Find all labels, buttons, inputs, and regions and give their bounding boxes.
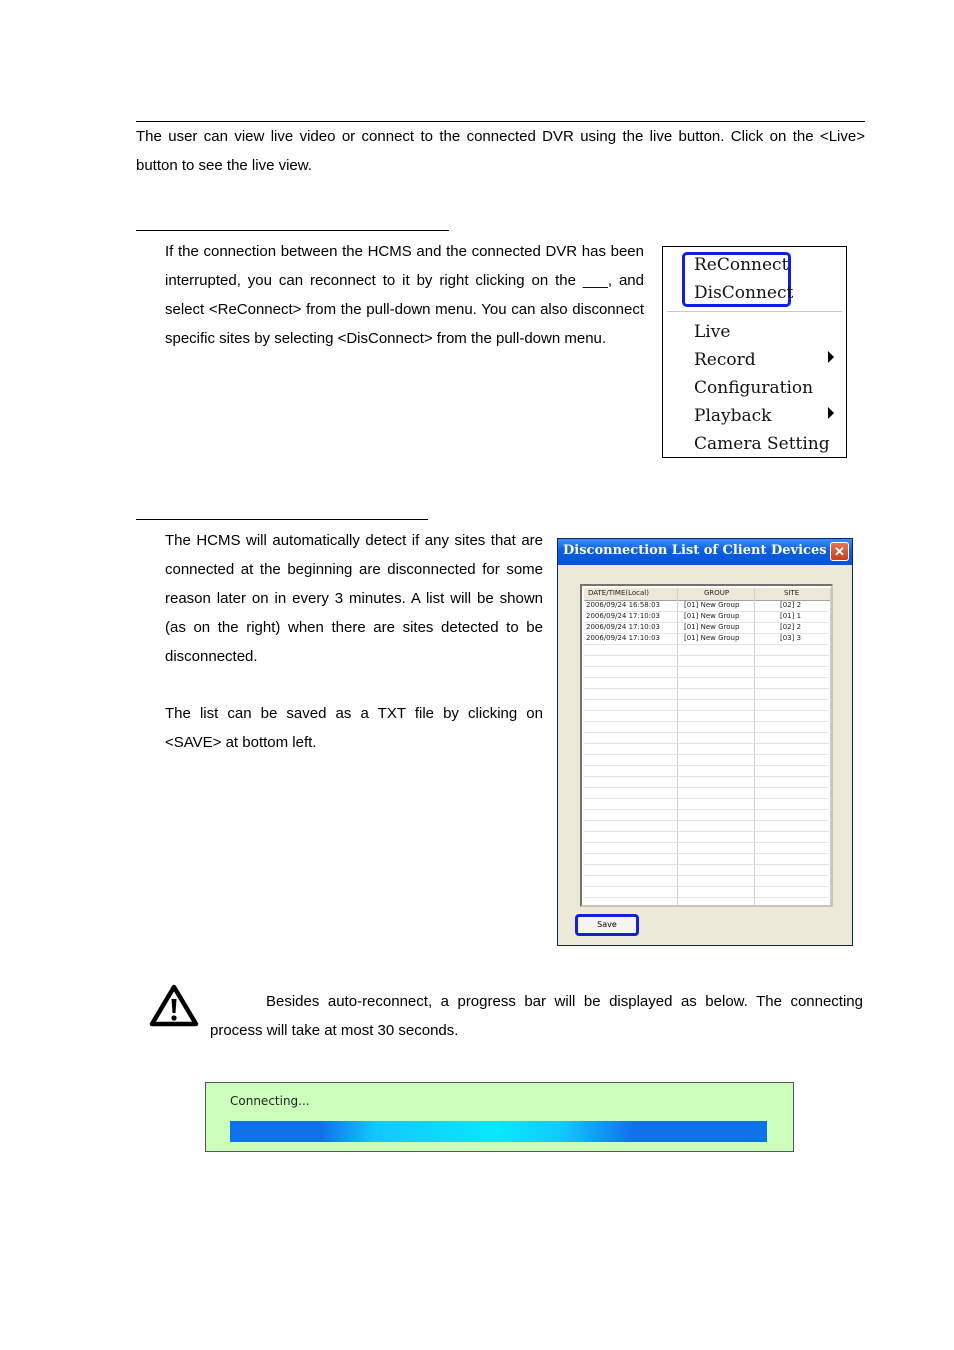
table-grid-line [584,842,829,843]
table-grid-line [584,831,829,832]
column-header-site[interactable]: SITE [784,589,800,597]
section-heading-rule-auto-detect [136,519,428,520]
progress-label: Connecting... [230,1094,310,1108]
table-grid-line [584,688,829,689]
table-cell-site: [02] 2 [780,623,802,631]
menu-item-disconnect[interactable]: DisConnect [694,283,794,303]
table-cell-datetime: 2006/09/24 17:10:03 [586,612,661,620]
dialog-title-bar [558,539,852,565]
table-grid-line [584,644,829,645]
caution-paragraph [210,987,863,1045]
table-cell-group: [01] New Group [684,601,740,609]
warning-triangle-icon [149,984,199,1028]
table-cell-group: [01] New Group [684,623,740,631]
table-grid-line [584,875,829,876]
table-grid-line [584,677,829,678]
table-header [584,588,831,601]
caution-text: Besides auto-reconnect, a progress bar will be displayed as below. The connecting process will take at most 30 seconds. [210,993,863,1039]
column-header-group[interactable]: GROUP [704,589,730,597]
disconnection-table[interactable] [580,584,833,907]
disconnection-list-dialog [557,538,853,946]
submenu-arrow-icon [828,351,834,363]
table-cell-group: [01] New Group [684,612,740,620]
table-grid-line [584,820,829,821]
column-divider [677,588,678,905]
save-list-paragraph: The list can be saved as a TXT file by clicking on <SAVE> at bottom left. [165,705,543,751]
auto-detect-paragraph: The HCMS will automatically detect if any sites that are connected at the beginning are disconnected for some reason later on in every 3 minutes. A list will be shown (as on the right) when there are sites detected to be disconnected. [165,532,543,665]
table-grid-line [584,886,829,887]
table-grid-line [584,853,829,854]
table-cell-datetime: 2006/09/24 17:10:03 [586,634,661,642]
table-grid-line [584,897,829,898]
submenu-arrow-icon [828,407,834,419]
table-grid-line [584,864,829,865]
table-cell-datetime: 2006/09/24 16:58:03 [586,601,661,609]
menu-item-record[interactable]: Record [694,350,756,370]
table-grid-line [584,721,829,722]
table-grid-line [584,732,829,733]
table-cell-group: [01] New Group [684,634,740,642]
connecting-progress-dialog [205,1082,794,1152]
menu-item-playback[interactable]: Playback [694,406,772,426]
table-cell-site: [01] 1 [780,612,802,620]
menu-item-configuration[interactable]: Configuration [694,378,814,398]
context-menu [662,246,847,458]
table-grid-line [584,743,829,744]
table-cell-site: [02] 2 [780,601,802,609]
table-grid-line [584,655,829,656]
intro-paragraph: The user can view live video or connect to the connected DVR using the live button. Click on the <Live> button to see the live view. [136,128,865,174]
section-heading-rule-reconnect [136,230,449,231]
table-grid-line [584,754,829,755]
table-cell-site: [03] 3 [780,634,802,642]
dialog-title: Disconnection List of Client Devices [563,543,827,558]
table-grid-line [584,798,829,799]
table-grid-line [584,666,829,667]
progress-bar [230,1121,767,1142]
save-button[interactable]: Save [575,914,639,936]
close-icon[interactable]: ✕ [830,542,849,561]
table-grid-line [584,809,829,810]
menu-separator [667,311,842,312]
table-grid-line [584,776,829,777]
menu-item-live[interactable]: Live [694,322,731,342]
table-grid-line [584,765,829,766]
column-header-datetime[interactable]: DATE/TIME(Local) [588,589,649,597]
menu-item-reconnect[interactable]: ReConnect [694,255,789,275]
menu-item-camera-setting[interactable]: Camera Setting [694,434,830,454]
table-grid-line [584,787,829,788]
table-grid-line [584,699,829,700]
table-grid-line [584,710,829,711]
column-divider [830,588,831,905]
column-divider [754,588,755,905]
reconnect-paragraph: If the connection between the HCMS and the connected DVR has been interrupted, you can reconnect to it by right clicking on the ___, and select <ReConnect> from the pull-down menu. You can also disconnect specific sites by selecting <DisConnect> from the pull-down menu. [165,243,644,347]
table-cell-datetime: 2006/09/24 17:10:03 [586,623,661,631]
